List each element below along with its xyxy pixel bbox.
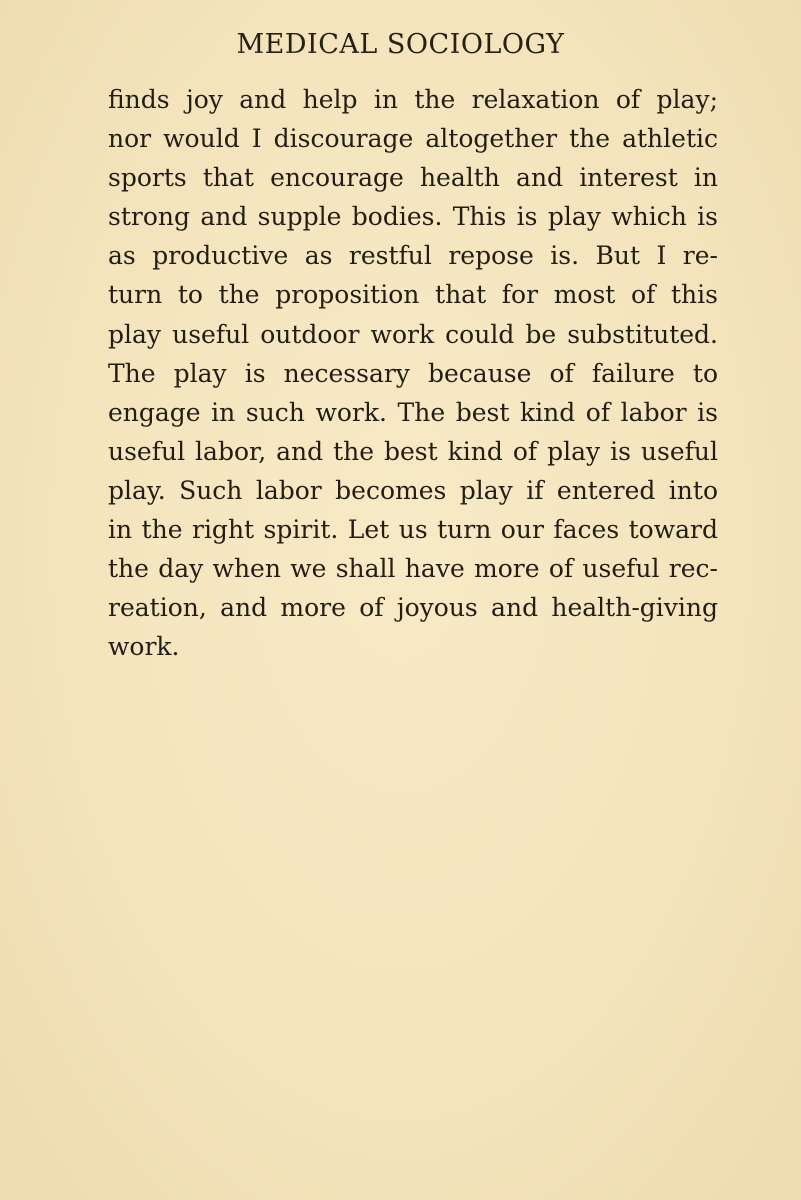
text-line: the day when we shall have more of useful rec- bbox=[108, 554, 718, 584]
text-line: engage in such work. The best kind of labor is bbox=[108, 397, 718, 427]
text-line: sports that encourage health and interest in bbox=[108, 163, 718, 193]
text-line: play useful outdoor work could be substituted. bbox=[108, 319, 718, 349]
text-line: in the right spirit. Let us turn our faces toward bbox=[108, 515, 718, 545]
text-line: The play is necessary because of failure to bbox=[108, 358, 718, 388]
text-line: finds joy and help in the relaxation of play; bbox=[108, 85, 718, 114]
text-line: nor would I discourage altogether the athletic bbox=[108, 124, 718, 154]
text-line: as productive as restful repose is. But I re- bbox=[108, 241, 718, 271]
text-line: turn to the proposition that for most of this bbox=[108, 280, 718, 310]
body-paragraph bbox=[108, 80, 718, 666]
text-line: useful labor, and the best kind of play is useful bbox=[108, 436, 718, 466]
text-line: play. Such labor becomes play if entered into bbox=[108, 475, 718, 505]
text-line: strong and supple bodies. This is play which is bbox=[108, 202, 718, 232]
text-line: reation, and more of joyous and health-giving bbox=[108, 593, 718, 623]
text-line: work. bbox=[108, 632, 180, 662]
running-head: MEDICAL SOCIOLOGY bbox=[236, 29, 565, 60]
